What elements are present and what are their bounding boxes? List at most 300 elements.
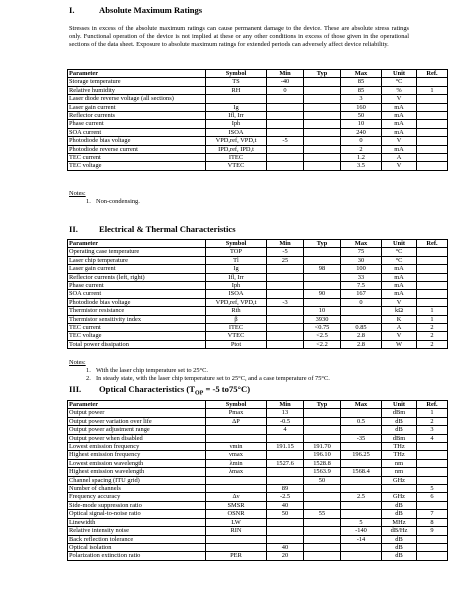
table-cell (304, 256, 341, 264)
table-cell (304, 426, 341, 434)
column-header: Typ (304, 240, 341, 248)
table-cell: 167 (341, 290, 382, 298)
table-cell: RIN (206, 527, 267, 535)
table-cell: Linewidth (68, 518, 206, 526)
table-cell: °C (382, 78, 417, 86)
table-cell (206, 543, 267, 551)
table-cell: dBm (382, 409, 417, 417)
table-cell (417, 543, 448, 551)
column-header: Symbol (206, 70, 267, 78)
table-cell: ISOA (206, 128, 267, 136)
table-cell: Number of channels (68, 485, 206, 493)
table-cell (417, 120, 448, 128)
column-header: Typ (304, 70, 341, 78)
table-cell: νmax (206, 451, 267, 459)
table-cell: Polarization extinction ratio (68, 552, 206, 560)
table-cell: 90 (304, 290, 341, 298)
table-cell: 191.70 (304, 443, 341, 451)
table-cell: mA (382, 120, 417, 128)
notes-label: Notes: (69, 190, 86, 197)
table-cell: Tl (206, 256, 267, 264)
table-cell (267, 307, 304, 315)
table-cell (382, 485, 417, 493)
table-cell (304, 417, 341, 425)
table-cell: Operating case temperature (68, 248, 206, 256)
table-row (68, 103, 448, 111)
table-cell: 33 (341, 273, 382, 281)
table-header-row (68, 401, 448, 409)
table-row (68, 282, 448, 290)
table-cell (341, 501, 382, 509)
table-cell: Laser gain current (68, 103, 206, 111)
table-cell (417, 265, 448, 273)
table-cell: Laser chip temperature (68, 256, 206, 264)
table-cell: 2.8 (341, 340, 382, 348)
table-cell (417, 256, 448, 264)
table-cell: Frequency accuracy (68, 493, 206, 501)
table-cell: dB (382, 552, 417, 560)
table-cell: Reflector currents (68, 112, 206, 120)
table-cell: 40 (267, 501, 304, 509)
table-cell: VTEC (206, 332, 267, 340)
column-header: Max (341, 240, 382, 248)
table-cell: 1568.4 (341, 468, 382, 476)
table-cell: ITEC (206, 324, 267, 332)
table-cell: 50 (341, 112, 382, 120)
table-cell (304, 248, 341, 256)
table-row (68, 426, 448, 434)
table-row (68, 290, 448, 298)
table-row (68, 518, 448, 526)
table-cell: 2 (417, 324, 448, 332)
table-cell: 20 (267, 552, 304, 560)
table-cell: dB (382, 501, 417, 509)
table-cell (267, 154, 304, 162)
table-cell: Optical isolation (68, 543, 206, 551)
table-cell (267, 451, 304, 459)
table-cell (304, 552, 341, 560)
table-cell (341, 552, 382, 560)
table-cell: Total power dissipation (68, 340, 206, 348)
table-cell (417, 128, 448, 136)
table-row (68, 162, 448, 170)
table-cell: 3930 (304, 315, 341, 323)
table-cell (417, 95, 448, 103)
table-cell: Lowest emission wavelength (68, 459, 206, 467)
table-cell: dB (382, 535, 417, 543)
table-cell: 1 (417, 315, 448, 323)
column-header: Parameter (68, 70, 206, 78)
note-item (69, 367, 330, 375)
table-cell: Phase current (68, 282, 206, 290)
table-cell (304, 282, 341, 290)
table-cell: 85 (341, 86, 382, 94)
table-row (68, 510, 448, 518)
table-cell: 55 (304, 510, 341, 518)
table-cell: 3.5 (341, 162, 382, 170)
table-cell (417, 290, 448, 298)
table-row (68, 120, 448, 128)
table-cell: IPD,ref, IPD,t (206, 145, 267, 153)
table-cell: 50 (304, 476, 341, 484)
table-cell (267, 535, 304, 543)
table-cell: kΩ (382, 307, 417, 315)
table-cell: % (382, 86, 417, 94)
table-cell: Laser diode reverse voltage (all sections) (68, 95, 206, 103)
table-cell: Highest emission wavelength (68, 468, 206, 476)
table-cell: <0.75 (304, 324, 341, 332)
table-cell: 6 (417, 493, 448, 501)
table-cell: 10 (341, 120, 382, 128)
table-cell: Storage temperature (68, 78, 206, 86)
table-cell (304, 120, 341, 128)
table-cell: Laser gain current (68, 265, 206, 273)
table-cell: -40 (267, 78, 304, 86)
table-cell (304, 95, 341, 103)
table-cell: 9 (417, 527, 448, 535)
table-cell: THz (382, 451, 417, 459)
table-cell: 191.15 (267, 443, 304, 451)
table-cell: mA (382, 145, 417, 153)
table-cell (417, 451, 448, 459)
table-cell: GHz (382, 493, 417, 501)
note-number: 1. (86, 198, 91, 205)
table-cell (341, 543, 382, 551)
table-cell (417, 145, 448, 153)
note-item (69, 375, 330, 383)
table-cell: 5 (417, 485, 448, 493)
table-row (68, 501, 448, 509)
table-cell: -35 (341, 434, 382, 442)
table-row (68, 417, 448, 425)
table-cell: 0 (267, 86, 304, 94)
table-row (68, 476, 448, 484)
table-cell (417, 103, 448, 111)
column-header: Symbol (206, 240, 267, 248)
table-cell: β (206, 315, 267, 323)
table-cell (341, 485, 382, 493)
table-cell: 4 (417, 434, 448, 442)
table-cell: TEC current (68, 324, 206, 332)
table-cell: VPD,ref, VPD,t (206, 137, 267, 145)
table-cell: Rth (206, 307, 267, 315)
table-cell: V (382, 137, 417, 145)
table-cell: SOA current (68, 290, 206, 298)
table-cell: SOA current (68, 128, 206, 136)
table-cell: Output power when disabled (68, 434, 206, 442)
table-cell (304, 112, 341, 120)
table-cell (341, 307, 382, 315)
table-cell: <2.2 (304, 340, 341, 348)
table-row (68, 112, 448, 120)
table-cell: mA (382, 128, 417, 136)
table-cell (417, 248, 448, 256)
table-cell (341, 409, 382, 417)
table-cell (267, 476, 304, 484)
column-header: Unit (382, 240, 417, 248)
section-heading-1: I. Absolute Maximum Ratings (69, 5, 203, 15)
table-cell (304, 409, 341, 417)
table-cell: Thermistor sensitivity index (68, 315, 206, 323)
table-cell: Ptot (206, 340, 267, 348)
table-cell (304, 543, 341, 551)
table-row (68, 154, 448, 162)
table-cell (206, 535, 267, 543)
table-row (68, 324, 448, 332)
table-cell (267, 315, 304, 323)
table-cell: SMSR (206, 501, 267, 509)
table-cell: 8 (417, 518, 448, 526)
table-cell: Reflector currents (left, right) (68, 273, 206, 281)
table-cell: dB (382, 543, 417, 551)
column-header: Symbol (206, 401, 267, 409)
table-cell (304, 518, 341, 526)
table-cell (206, 95, 267, 103)
table-cell: mA (382, 282, 417, 290)
table-cell: TEC voltage (68, 162, 206, 170)
table-cell: Photodiode bias voltage (68, 298, 206, 306)
table-row (68, 273, 448, 281)
table-cell (417, 535, 448, 543)
table-cell: 7 (417, 510, 448, 518)
table-cell: 196.25 (341, 451, 382, 459)
table-row (68, 535, 448, 543)
table-cell: 75 (341, 248, 382, 256)
table-cell (267, 145, 304, 153)
table-row (68, 248, 448, 256)
table-cell: 1528.8 (304, 459, 341, 467)
table-cell: Output power variation over life (68, 417, 206, 425)
table-cell: A (382, 154, 417, 162)
table-row (68, 451, 448, 459)
table-cell: dBm (382, 434, 417, 442)
table-cell: 40 (267, 543, 304, 551)
table-cell: MHz (382, 518, 417, 526)
electrical-thermal-table (67, 239, 448, 349)
table-cell (304, 86, 341, 94)
table-cell (304, 493, 341, 501)
column-header: Ref. (417, 401, 448, 409)
table-cell: OSNR (206, 510, 267, 518)
table-cell: νmin (206, 443, 267, 451)
table-cell: °C (382, 256, 417, 264)
table-cell: Iph (206, 282, 267, 290)
table-cell (341, 315, 382, 323)
table-cell: -14 (341, 535, 382, 543)
table-cell: 0.85 (341, 324, 382, 332)
table-cell: 5 (341, 518, 382, 526)
column-header: Ref. (417, 70, 448, 78)
table-cell: Output power adjustment range (68, 426, 206, 434)
notes-1 (69, 190, 140, 206)
table-row (68, 298, 448, 306)
column-header: Parameter (68, 401, 206, 409)
table-row (68, 340, 448, 348)
table-cell: W (382, 340, 417, 348)
table-cell: -5 (267, 137, 304, 145)
table-cell (304, 485, 341, 493)
table-cell: 98 (304, 265, 341, 273)
notes-2 (69, 359, 330, 383)
table-cell: 13 (267, 409, 304, 417)
table-cell: V (382, 95, 417, 103)
table-cell (304, 137, 341, 145)
table-row (68, 485, 448, 493)
optical-characteristics-table (67, 400, 448, 561)
table-row (68, 78, 448, 86)
table-cell: 100 (341, 265, 382, 273)
table-cell: Relative humidity (68, 86, 206, 94)
table-cell (267, 162, 304, 170)
table-cell: 3 (341, 95, 382, 103)
table-cell: λmin (206, 459, 267, 467)
table-cell: Pmax (206, 409, 267, 417)
table-cell (341, 443, 382, 451)
table-cell: A (382, 324, 417, 332)
table-cell (304, 103, 341, 111)
table-cell: ITEC (206, 154, 267, 162)
table-row (68, 95, 448, 103)
table-cell: 10 (304, 307, 341, 315)
table-cell (417, 137, 448, 145)
table-cell: Photodiode bias voltage (68, 137, 206, 145)
note-text: Non-condensing. (96, 198, 140, 205)
table-cell (341, 510, 382, 518)
column-header: Unit (382, 401, 417, 409)
column-header: Unit (382, 70, 417, 78)
table-cell: 2.5 (341, 493, 382, 501)
column-header: Ref. (417, 240, 448, 248)
table-cell (267, 434, 304, 442)
table-row (68, 493, 448, 501)
table-cell (304, 128, 341, 136)
table-cell (267, 324, 304, 332)
table-cell (417, 501, 448, 509)
table-cell (417, 459, 448, 467)
table-cell: 30 (341, 256, 382, 264)
table-row (68, 86, 448, 94)
table-cell (304, 434, 341, 442)
table-cell: nm (382, 459, 417, 467)
table-cell: GHz (382, 476, 417, 484)
table-cell: Ifl, Irr (206, 273, 267, 281)
table-cell: Lowest emission frequency (68, 443, 206, 451)
table-cell: 4 (267, 426, 304, 434)
table-row (68, 145, 448, 153)
table-cell: Phase current (68, 120, 206, 128)
table-cell: V (382, 162, 417, 170)
table-row (68, 332, 448, 340)
notes-label: Notes: (69, 359, 86, 366)
note-number: 1. (86, 367, 91, 374)
table-row (68, 315, 448, 323)
table-cell (417, 162, 448, 170)
table-header-row (68, 240, 448, 248)
table-cell: VTEC (206, 162, 267, 170)
table-cell: mA (382, 103, 417, 111)
table-cell (417, 468, 448, 476)
table-cell: dB (382, 426, 417, 434)
table-cell (206, 485, 267, 493)
table-cell: RH (206, 86, 267, 94)
table-cell (417, 298, 448, 306)
table-cell (304, 535, 341, 543)
table-cell: Δν (206, 493, 267, 501)
table-cell (304, 298, 341, 306)
table-cell: Channel spacing (ITU grid) (68, 476, 206, 484)
table-cell (304, 78, 341, 86)
table-cell (417, 552, 448, 560)
table-cell: V (382, 332, 417, 340)
table-cell (267, 112, 304, 120)
table-cell: λmax (206, 468, 267, 476)
column-header: Min (267, 401, 304, 409)
table-cell: mA (382, 273, 417, 281)
table-cell (206, 476, 267, 484)
table-cell (267, 95, 304, 103)
table-cell: 0.5 (341, 417, 382, 425)
table-row (68, 443, 448, 451)
table-cell: -3 (267, 298, 304, 306)
table-cell: VPD,ref, VPD,t (206, 298, 267, 306)
column-header: Typ (304, 401, 341, 409)
table-cell (304, 145, 341, 153)
table-header-row (68, 70, 448, 78)
column-header: Max (341, 70, 382, 78)
table-row (68, 459, 448, 467)
table-cell: dB/Hz (382, 527, 417, 535)
table-cell: V (382, 298, 417, 306)
table-cell: TS (206, 78, 267, 86)
note-text: With the laser chip temperature set to 25°C. (96, 367, 208, 374)
table-row (68, 409, 448, 417)
table-cell: TEC voltage (68, 332, 206, 340)
table-cell: 50 (267, 510, 304, 518)
table-cell (267, 340, 304, 348)
table-cell: 1.2 (341, 154, 382, 162)
table-cell: Ig (206, 103, 267, 111)
table-cell: 3 (417, 426, 448, 434)
table-row (68, 552, 448, 560)
table-cell (267, 527, 304, 535)
section-heading-3: III. Optical Characteristics ($T_{OP} = -5$ to75°C) (69, 384, 251, 397)
table-cell: 0 (341, 298, 382, 306)
table-cell (206, 434, 267, 442)
table-cell (417, 282, 448, 290)
table-cell: nm (382, 468, 417, 476)
table-cell: Thermistor resistance (68, 307, 206, 315)
table-cell (267, 265, 304, 273)
table-cell: 240 (341, 128, 382, 136)
table-cell (267, 290, 304, 298)
note-item (69, 198, 140, 206)
table-cell (267, 518, 304, 526)
table-cell (304, 527, 341, 535)
table-row (68, 265, 448, 273)
section-heading-2: II. Electrical & Thermal Characteristics (69, 224, 236, 234)
table-cell (267, 282, 304, 290)
table-row (68, 434, 448, 442)
table-cell (417, 154, 448, 162)
table-cell: 7.5 (341, 282, 382, 290)
table-cell: 196.10 (304, 451, 341, 459)
table-cell: -5 (267, 248, 304, 256)
table-cell (417, 476, 448, 484)
note-text: In steady state, with the laser chip temperature set to 25°C, and a case temperature of 75°C. (96, 375, 330, 382)
table-cell (267, 103, 304, 111)
table-cell: 89 (267, 485, 304, 493)
table-cell: PER (206, 552, 267, 560)
